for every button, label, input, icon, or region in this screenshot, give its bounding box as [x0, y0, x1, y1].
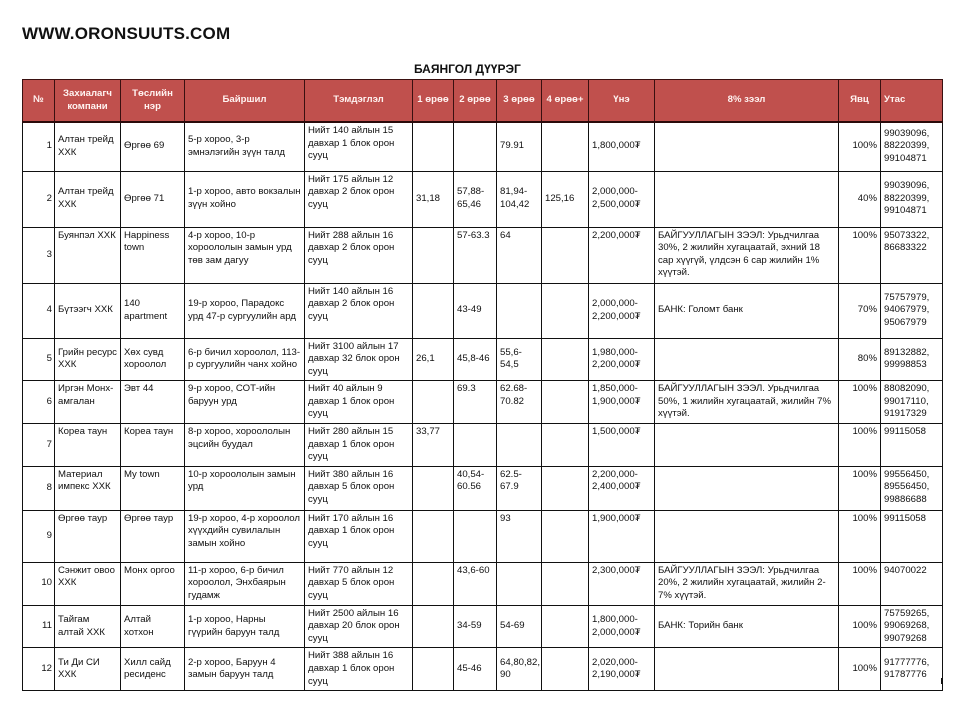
phone-cell: 94070022	[881, 562, 943, 605]
phone-cell: 89132882, 99998853	[881, 338, 943, 381]
company-cell: Кореа таун	[55, 424, 121, 467]
location-cell: 5-р хороо, 3-р эмнэлэгийн зүүн талд	[185, 122, 305, 171]
room1-area	[413, 381, 454, 424]
company-cell: Буянпэл ХХК	[55, 227, 121, 283]
location-cell: 2-р хороо, Баруун 4 замын баруун талд	[185, 648, 305, 691]
room3-area: 81,94-104,42	[497, 171, 542, 227]
room4-area	[542, 648, 589, 691]
header-location: Байршил	[185, 80, 305, 123]
progress-cell: 100%	[839, 562, 881, 605]
room3-area	[497, 424, 542, 467]
loan-cell: БАЙГУУЛЛАГЫН ЗЭЭЛ: Урьдчилгаа 20%, 2 жилийн хугацаатай, жилийн 2-7% хүүтэй.	[655, 562, 839, 605]
project-cell: Кореа таун	[121, 424, 185, 467]
room3-area: 55,6-54,5	[497, 338, 542, 381]
project-cell: Хөх сувд хороолол	[121, 338, 185, 381]
progress-cell: 100%	[839, 466, 881, 510]
header-room2: 2 өрөө	[454, 80, 497, 123]
table-row	[23, 510, 943, 562]
room2-area: 34-59	[454, 605, 497, 648]
phone-cell: 95073322, 86683322	[881, 227, 943, 283]
row-number: 11	[23, 605, 55, 648]
header-company: Захиалагч компани	[55, 80, 121, 123]
note-cell: Нийт 3100 айлын 17 давхар 32 блок орон сууц	[305, 338, 413, 381]
loan-cell	[655, 510, 839, 562]
price-cell: 2,200,000₮	[589, 227, 655, 283]
location-cell: 11-р хороо, 6-р бичил хороолол, Энхбаярын гудамж	[185, 562, 305, 605]
price-cell: 1,980,000-2,200,000₮	[589, 338, 655, 381]
table-row	[23, 648, 943, 691]
room1-area	[413, 227, 454, 283]
room2-area: 40,54-60.56	[454, 466, 497, 510]
row-number: 5	[23, 338, 55, 381]
header-price: Үнэ	[589, 80, 655, 123]
progress-cell: 100%	[839, 424, 881, 467]
room4-area	[542, 381, 589, 424]
project-cell: Өргөө 69	[121, 122, 185, 171]
progress-cell: 100%	[839, 510, 881, 562]
room1-area	[413, 466, 454, 510]
row-number: 3	[23, 227, 55, 283]
progress-cell: 40%	[839, 171, 881, 227]
loan-cell	[655, 466, 839, 510]
loan-cell: БАНК: Торийн банк	[655, 605, 839, 648]
table-continuation	[22, 678, 942, 684]
loan-cell	[655, 338, 839, 381]
project-cell: Happiness town	[121, 227, 185, 283]
room1-area: 26,1	[413, 338, 454, 381]
room4-area	[542, 338, 589, 381]
room1-area: 31,18	[413, 171, 454, 227]
header-room4: 4 өрөө+	[542, 80, 589, 123]
room4-area	[542, 283, 589, 338]
room1-area	[413, 605, 454, 648]
room3-area	[497, 283, 542, 338]
row-number: 6	[23, 381, 55, 424]
location-cell: 8-р хороо, хороололын эцсийн буудал	[185, 424, 305, 467]
room4-area	[542, 466, 589, 510]
room4-area	[542, 122, 589, 171]
room4-area	[542, 424, 589, 467]
room2-area: 43-49	[454, 283, 497, 338]
room3-area: 79.91	[497, 122, 542, 171]
room3-area: 64,80,82, 90	[497, 648, 542, 691]
company-cell: Материал импекс ХХК	[55, 466, 121, 510]
progress-cell: 100%	[839, 605, 881, 648]
loan-cell: БАЙГУУЛЛАГЫН ЗЭЭЛ. Урьдчилгаа 50%, 1 жилийн хугацаатай, жилийн 7% хүүтэй.	[655, 381, 839, 424]
project-cell: Эвт 44	[121, 381, 185, 424]
room4-area	[542, 510, 589, 562]
price-cell: 1,800,000₮	[589, 122, 655, 171]
location-cell: 6-р бичил хороолол, 113-р сургуулийн чанх хойно	[185, 338, 305, 381]
loan-cell	[655, 424, 839, 467]
progress-cell: 100%	[839, 648, 881, 691]
table-row	[23, 122, 943, 171]
table-row	[23, 171, 943, 227]
header-project: Төслийн нэр	[121, 80, 185, 123]
location-cell: 9-р хороо, СОТ-ийн баруун урд	[185, 381, 305, 424]
phone-cell: 99115058	[881, 510, 943, 562]
table-row	[23, 227, 943, 283]
progress-cell: 100%	[839, 122, 881, 171]
location-cell: 19-р хороо, Парадокс урд 47-р сургуулийн ард	[185, 283, 305, 338]
price-cell: 1,900,000₮	[589, 510, 655, 562]
room4-area	[542, 562, 589, 605]
phone-cell: 88082090, 99017110, 91917329	[881, 381, 943, 424]
phone-cell: 75757979, 94067979, 95067979	[881, 283, 943, 338]
note-cell: Нийт 40 айлын 9 давхар 1 блок орон сууц	[305, 381, 413, 424]
progress-cell: 100%	[839, 381, 881, 424]
company-cell: Сэнжит овоо ХХК	[55, 562, 121, 605]
note-cell: Нийт 280 айлын 15 давхар 1 блок орон сууц	[305, 424, 413, 467]
project-cell: Өргөө 71	[121, 171, 185, 227]
loan-cell	[655, 171, 839, 227]
room3-area: 64	[497, 227, 542, 283]
note-cell: Нийт 388 айлын 16 давхар 1 блок орон сууц	[305, 648, 413, 691]
loan-cell	[655, 648, 839, 691]
room2-area: 57,88-65,46	[454, 171, 497, 227]
room2-area	[454, 122, 497, 171]
project-cell: My town	[121, 466, 185, 510]
room1-area	[413, 648, 454, 691]
company-cell: Ти Ди СИ ХХК	[55, 648, 121, 691]
price-cell: 2,300,000₮	[589, 562, 655, 605]
note-cell: Нийт 770 айлын 12 давхар 5 блок орон сууц	[305, 562, 413, 605]
table-header-row	[23, 80, 943, 123]
header-room1: 1 өрөө	[413, 80, 454, 123]
company-cell: Өргөө таур	[55, 510, 121, 562]
header-room3: 3 өрөө	[497, 80, 542, 123]
site-title: WWW.ORONSUUTS.COM	[22, 24, 231, 43]
note-cell: Нийт 140 айлын 16 давхар 2 блок орон сууц	[305, 283, 413, 338]
phone-cell: 91777776, 91787776	[881, 648, 943, 691]
room2-area	[454, 424, 497, 467]
price-cell: 2,000,000-2,500,000₮	[589, 171, 655, 227]
room2-area: 45,8-46	[454, 338, 497, 381]
project-cell: Өргөө таур	[121, 510, 185, 562]
project-cell: Алтай хотхон	[121, 605, 185, 648]
room1-area	[413, 510, 454, 562]
progress-cell: 100%	[839, 227, 881, 283]
phone-cell: 99115058	[881, 424, 943, 467]
room2-area: 45-46	[454, 648, 497, 691]
company-cell: Грийн ресурс ХХК	[55, 338, 121, 381]
price-cell: 2,200,000-2,400,000₮	[589, 466, 655, 510]
table-row	[23, 381, 943, 424]
price-cell: 1,800,000-2,000,000₮	[589, 605, 655, 648]
note-cell: Нийт 140 айлын 15 давхар 1 блок орон сууц	[305, 122, 413, 171]
project-cell: Хилл сайд ресиденс	[121, 648, 185, 691]
company-cell: Бүтээгч ХХК	[55, 283, 121, 338]
loan-cell: БАНК: Голомт банк	[655, 283, 839, 338]
project-cell: 140 apartment	[121, 283, 185, 338]
header-note: Тэмдэглэл	[305, 80, 413, 123]
table-row	[23, 338, 943, 381]
room2-area: 57-63.3	[454, 227, 497, 283]
progress-cell: 70%	[839, 283, 881, 338]
header-no: №	[23, 80, 55, 123]
company-cell: Алтан трейд ХХК	[55, 122, 121, 171]
row-number: 4	[23, 283, 55, 338]
price-cell: 2,020,000-2,190,000₮	[589, 648, 655, 691]
note-cell: Нийт 175 айлын 12 давхар 2 блок орон сууц	[305, 171, 413, 227]
loan-cell	[655, 122, 839, 171]
room3-area: 62.5-67.9	[497, 466, 542, 510]
note-cell: Нийт 380 айлын 16 давхар 5 блок орон сууц	[305, 466, 413, 510]
room2-area: 69.3	[454, 381, 497, 424]
note-cell: Нийт 2500 айлын 16 давхар 20 блок орон сууц	[305, 605, 413, 648]
header-phone: Утас	[881, 80, 943, 123]
room4-area	[542, 227, 589, 283]
location-cell: 1-р хороо, авто вокзалын зүүн хойно	[185, 171, 305, 227]
row-number: 8	[23, 466, 55, 510]
header-loan: 8% зээл	[655, 80, 839, 123]
row-number: 12	[23, 648, 55, 691]
row-number: 1	[23, 122, 55, 171]
row-number: 9	[23, 510, 55, 562]
header-progress: Явц	[839, 80, 881, 123]
company-cell: Иргэн Монх-амгалан	[55, 381, 121, 424]
table-row	[23, 605, 943, 648]
table-row	[23, 283, 943, 338]
room4-area: 125,16	[542, 171, 589, 227]
progress-cell: 80%	[839, 338, 881, 381]
table-row	[23, 424, 943, 467]
row-number: 7	[23, 424, 55, 467]
project-cell: Монх оргоо	[121, 562, 185, 605]
location-cell: 4-р хороо, 10-р хороололын замын урд төв зам дагуу	[185, 227, 305, 283]
room4-area	[542, 605, 589, 648]
room1-area	[413, 122, 454, 171]
note-cell: Нийт 170 айлын 16 давхар 1 блок орон сууц	[305, 510, 413, 562]
row-number: 10	[23, 562, 55, 605]
phone-cell: 99039096, 88220399, 99104871	[881, 122, 943, 171]
table-row	[23, 466, 943, 510]
company-cell: Алтан трейд ХХК	[55, 171, 121, 227]
row-number: 2	[23, 171, 55, 227]
location-cell: 10-р хороололын замын урд	[185, 466, 305, 510]
district-title: БАЯНГОЛ ДҮҮРЭГ	[414, 62, 521, 76]
room1-area	[413, 283, 454, 338]
room3-area: 54-69	[497, 605, 542, 648]
room3-area: 93	[497, 510, 542, 562]
room1-area: 33,77	[413, 424, 454, 467]
location-cell: 19-р хороо, 4-р хороолол хүүхдийн сувилалын замын хойно	[185, 510, 305, 562]
room2-area	[454, 510, 497, 562]
price-cell: 1,500,000₮	[589, 424, 655, 467]
room3-area: 62.68-70.82	[497, 381, 542, 424]
phone-cell: 99556450, 89556450, 99886688	[881, 466, 943, 510]
note-cell: Нийт 288 айлын 16 давхар 2 блок орон сууц	[305, 227, 413, 283]
room1-area	[413, 562, 454, 605]
room2-area: 43,6-60	[454, 562, 497, 605]
apartment-table	[22, 79, 943, 691]
price-cell: 2,000,000-2,200,000₮	[589, 283, 655, 338]
phone-cell: 75759265, 99069268, 99079268	[881, 605, 943, 648]
location-cell: 1-р хороо, Нарны гүүрийн баруун талд	[185, 605, 305, 648]
loan-cell: БАЙГУУЛЛАГЫН ЗЭЭЛ: Урьдчилгаа 30%, 2 жилийн хугацаатай, эхний 18 сар хүүгүй, үлдсэн 6 сар жилийн 1% хүүтэй.	[655, 227, 839, 283]
table-row	[23, 562, 943, 605]
price-cell: 1,850,000-1,900,000₮	[589, 381, 655, 424]
company-cell: Тайгам алтай ХХК	[55, 605, 121, 648]
phone-cell: 99039096, 88220399, 99104871	[881, 171, 943, 227]
room3-area	[497, 562, 542, 605]
